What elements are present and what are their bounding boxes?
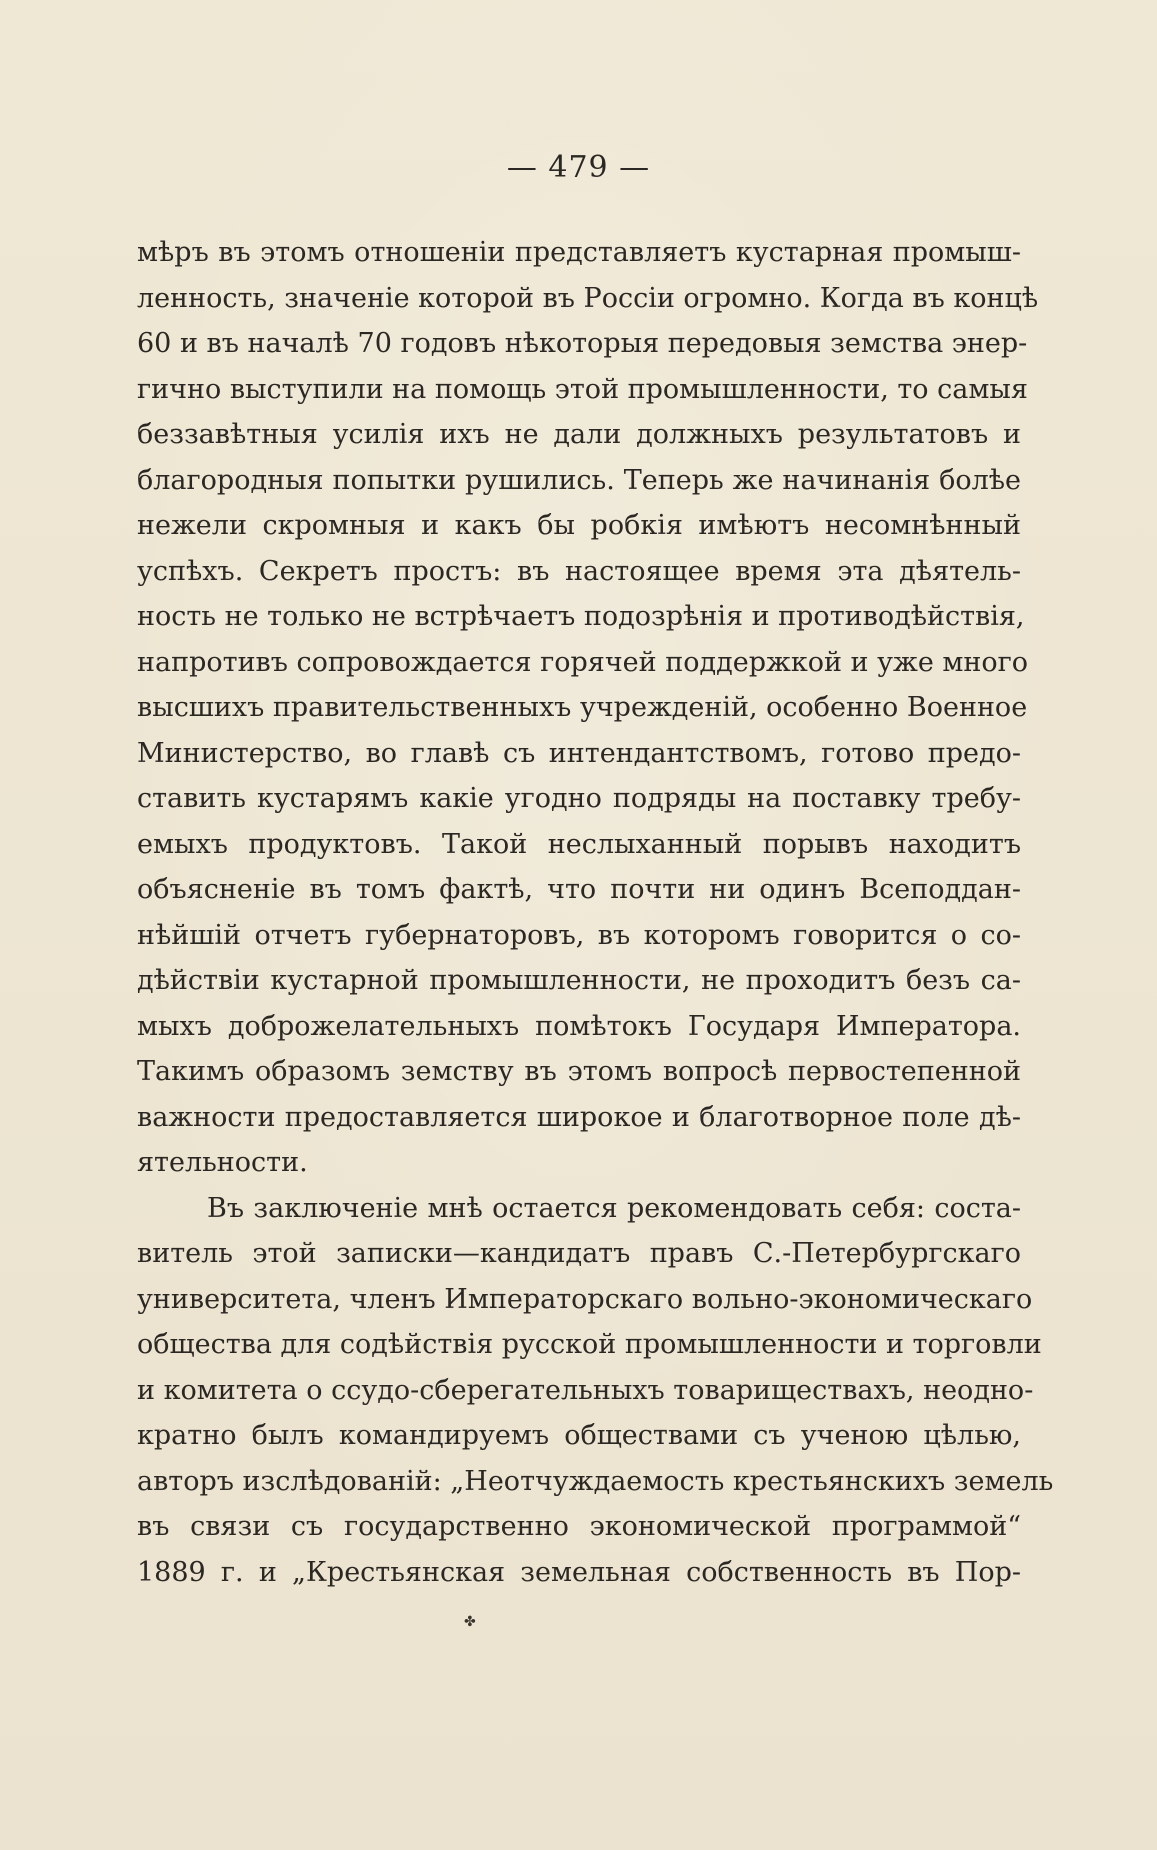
text-line: Такимъ образомъ земству въ этомъ вопросѣ первостепенной xyxy=(137,1056,1021,1087)
text-line: мыхъ доброжелательныхъ помѣтокъ Государя Императора. xyxy=(137,1010,1021,1042)
text-line: нежели скромныя и какъ бы робкія имѣютъ несомнѣнный xyxy=(137,510,1021,541)
text-line: въ связи съ государственно экономической программой“ xyxy=(137,1511,1021,1542)
text-line: 1889 г. и „Крестьянская земельная собственность въ Пор- xyxy=(137,1556,1021,1588)
text-line-paragraph-end: ятельности. xyxy=(137,1147,308,1178)
text-line: Министерство, во главѣ съ интендантствомъ, готово предо- xyxy=(137,737,1021,769)
text-line: авторъ изслѣдованій: „Неотчуждаемость крестьянскихъ земель xyxy=(137,1465,1054,1497)
text-line: ность не только не встрѣчаетъ подозрѣнія и противодѣйствія, xyxy=(137,601,1025,632)
text-line: и комитета о ссудо-сберегательныхъ товариществахъ, неодно- xyxy=(137,1374,1034,1406)
text-line: университета, членъ Императорскаго вольно-экономическаго xyxy=(137,1283,1033,1315)
text-line: ставить кустарямъ какіе угодно подряды на поставку требу- xyxy=(137,783,1021,814)
text-line: благородныя попытки рушились. Теперь же начинанія болѣе xyxy=(137,464,1021,496)
text-line: высшихъ правительственныхъ учрежденій, особенно Военное xyxy=(137,692,1028,723)
text-line: ленность, значеніе которой въ Россіи огромно. Когда въ концѣ xyxy=(137,282,1039,314)
text-line: мѣръ въ этомъ отношеніи представляетъ кустарная промыш- xyxy=(137,237,1021,268)
printer-ornament-icon: ✤ xyxy=(464,1614,476,1630)
text-line: успѣхъ. Секретъ простъ: въ настоящее время эта дѣятель- xyxy=(137,555,1021,587)
text-line: емыхъ продуктовъ. Такой неслыханный порывъ находитъ xyxy=(137,828,1021,860)
text-line: витель этой записки—кандидатъ правъ С.-Петербургскаго xyxy=(137,1238,1021,1269)
text-line: кратно былъ командируемъ обществами съ ученою цѣлью, xyxy=(137,1420,1021,1451)
text-line: гично выступили на помощь этой промышленности, то самыя xyxy=(137,373,1028,405)
text-line: напротивъ сопровождается горячей поддержкой и уже много xyxy=(137,646,1029,678)
text-line: объясненіе въ томъ фактѣ, что почти ни одинъ Всеподдан- xyxy=(137,874,1021,905)
text-line: нѣйшій отчетъ губернаторовъ, въ которомъ говорится о со- xyxy=(137,919,1021,951)
text-line: дѣйствіи кустарной промышленности, не проходитъ безъ са- xyxy=(137,965,1021,996)
body-text xyxy=(137,230,1054,1595)
page-number: — 479 — xyxy=(506,150,651,185)
text-line-paragraph-start: Въ заключеніе мнѣ остается рекомендовать себя: соста- xyxy=(207,1192,1021,1224)
text-line: важности предоставляется широкое и благотворное поле дѣ- xyxy=(137,1101,1021,1133)
text-line: беззавѣтныя усилія ихъ не дали должныхъ результатовъ и xyxy=(137,419,1021,450)
text-line: общества для содѣйствія русской промышленности и торговли xyxy=(137,1329,1042,1360)
text-line: 60 и въ началѣ 70 годовъ нѣкоторыя передовыя земства энер- xyxy=(137,328,1028,359)
